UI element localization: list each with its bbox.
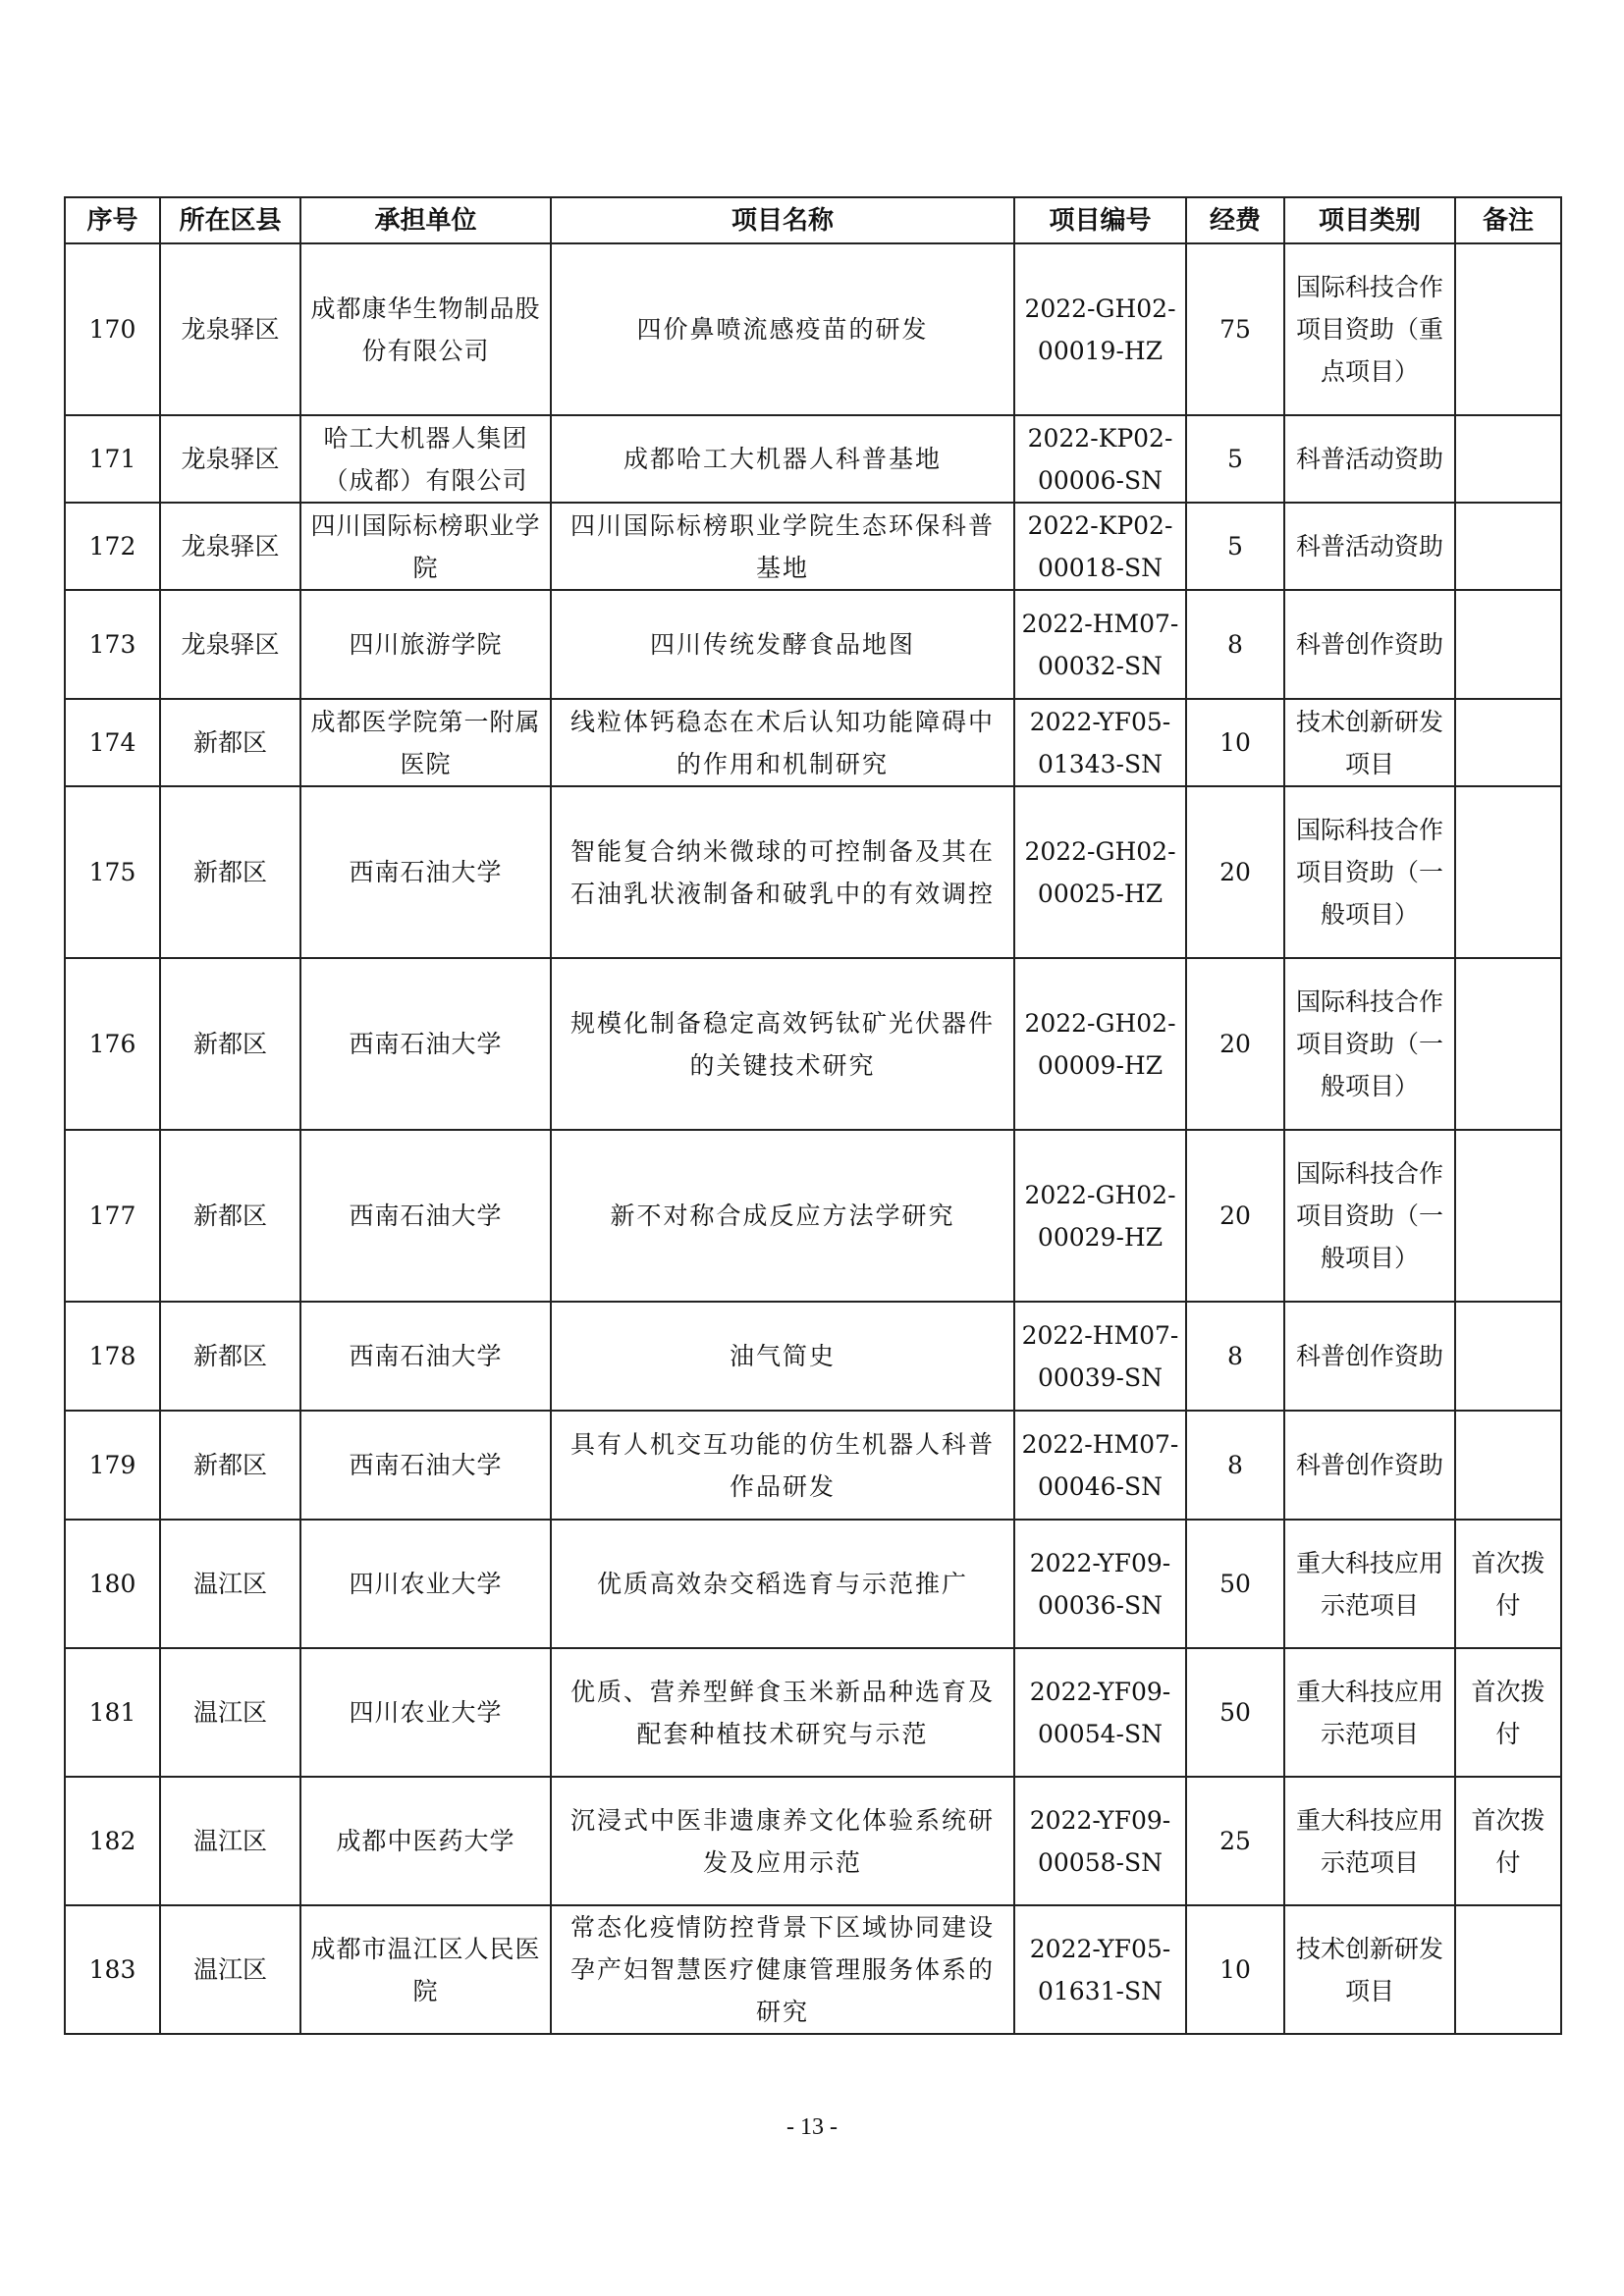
table-row bbox=[65, 1302, 1561, 1411]
cell-unit: 四川旅游学院 bbox=[300, 590, 551, 699]
cell-unit: 四川农业大学 bbox=[300, 1648, 551, 1777]
cell-unit: 成都康华生物制品股份有限公司 bbox=[300, 243, 551, 415]
cell-fund: 50 bbox=[1186, 1520, 1284, 1648]
cell-fund: 75 bbox=[1186, 243, 1284, 415]
cell-district: 新都区 bbox=[160, 958, 300, 1130]
cell-code: 2022-HM07-00039-SN bbox=[1014, 1302, 1186, 1411]
cell-fund: 5 bbox=[1186, 415, 1284, 503]
cell-category: 科普活动资助 bbox=[1284, 415, 1455, 503]
cell-fund: 20 bbox=[1186, 1130, 1284, 1302]
cell-note bbox=[1455, 699, 1561, 786]
cell-category: 国际科技合作项目资助（一般项目） bbox=[1284, 786, 1455, 958]
cell-code: 2022-YF05-01343-SN bbox=[1014, 699, 1186, 786]
header-code: 项目编号 bbox=[1014, 197, 1186, 243]
cell-no: 181 bbox=[65, 1648, 160, 1777]
cell-district: 新都区 bbox=[160, 1411, 300, 1520]
table-row bbox=[65, 958, 1561, 1130]
cell-district: 新都区 bbox=[160, 699, 300, 786]
header-no: 序号 bbox=[65, 197, 160, 243]
table-row bbox=[65, 1520, 1561, 1648]
cell-note bbox=[1455, 243, 1561, 415]
table-row bbox=[65, 1777, 1561, 1905]
cell-project: 四川国际标榜职业学院生态环保科普基地 bbox=[551, 503, 1014, 590]
table-row bbox=[65, 243, 1561, 415]
cell-category: 技术创新研发项目 bbox=[1284, 699, 1455, 786]
cell-project: 四价鼻喷流感疫苗的研发 bbox=[551, 243, 1014, 415]
cell-category: 科普创作资助 bbox=[1284, 1411, 1455, 1520]
header-fund: 经费 bbox=[1186, 197, 1284, 243]
cell-no: 174 bbox=[65, 699, 160, 786]
cell-note bbox=[1455, 958, 1561, 1130]
cell-code: 2022-GH02-00025-HZ bbox=[1014, 786, 1186, 958]
cell-category: 重大科技应用示范项目 bbox=[1284, 1777, 1455, 1905]
cell-fund: 8 bbox=[1186, 1411, 1284, 1520]
cell-unit: 西南石油大学 bbox=[300, 1130, 551, 1302]
cell-code: 2022-HM07-00032-SN bbox=[1014, 590, 1186, 699]
cell-code: 2022-GH02-00029-HZ bbox=[1014, 1130, 1186, 1302]
cell-category: 科普创作资助 bbox=[1284, 1302, 1455, 1411]
table-row bbox=[65, 699, 1561, 786]
table-row bbox=[65, 1648, 1561, 1777]
cell-fund: 10 bbox=[1186, 1905, 1284, 2034]
cell-district: 温江区 bbox=[160, 1520, 300, 1648]
cell-unit: 四川国际标榜职业学院 bbox=[300, 503, 551, 590]
cell-no: 179 bbox=[65, 1411, 160, 1520]
cell-project: 常态化疫情防控背景下区域协同建设孕产妇智慧医疗健康管理服务体系的研究 bbox=[551, 1905, 1014, 2034]
cell-code: 2022-KP02-00006-SN bbox=[1014, 415, 1186, 503]
cell-fund: 5 bbox=[1186, 503, 1284, 590]
table-header-row bbox=[65, 197, 1561, 243]
cell-no: 170 bbox=[65, 243, 160, 415]
header-note: 备注 bbox=[1455, 197, 1561, 243]
cell-note: 首次拨付 bbox=[1455, 1777, 1561, 1905]
cell-district: 新都区 bbox=[160, 1130, 300, 1302]
cell-no: 180 bbox=[65, 1520, 160, 1648]
cell-project: 新不对称合成反应方法学研究 bbox=[551, 1130, 1014, 1302]
cell-no: 178 bbox=[65, 1302, 160, 1411]
cell-unit: 成都中医药大学 bbox=[300, 1777, 551, 1905]
cell-fund: 20 bbox=[1186, 958, 1284, 1130]
cell-project: 优质高效杂交稻选育与示范推广 bbox=[551, 1520, 1014, 1648]
cell-unit: 哈工大机器人集团（成都）有限公司 bbox=[300, 415, 551, 503]
cell-unit: 成都市温江区人民医院 bbox=[300, 1905, 551, 2034]
cell-note bbox=[1455, 415, 1561, 503]
cell-code: 2022-YF09-00054-SN bbox=[1014, 1648, 1186, 1777]
cell-code: 2022-KP02-00018-SN bbox=[1014, 503, 1186, 590]
cell-unit: 西南石油大学 bbox=[300, 1302, 551, 1411]
cell-district: 龙泉驿区 bbox=[160, 590, 300, 699]
cell-unit: 西南石油大学 bbox=[300, 958, 551, 1130]
page-number: - 13 - bbox=[786, 2114, 838, 2140]
cell-no: 183 bbox=[65, 1905, 160, 2034]
cell-district: 新都区 bbox=[160, 786, 300, 958]
cell-project: 成都哈工大机器人科普基地 bbox=[551, 415, 1014, 503]
cell-unit: 西南石油大学 bbox=[300, 786, 551, 958]
cell-no: 175 bbox=[65, 786, 160, 958]
cell-note bbox=[1455, 1302, 1561, 1411]
cell-no: 182 bbox=[65, 1777, 160, 1905]
cell-category: 国际科技合作项目资助（重点项目） bbox=[1284, 243, 1455, 415]
cell-category: 重大科技应用示范项目 bbox=[1284, 1520, 1455, 1648]
cell-district: 龙泉驿区 bbox=[160, 243, 300, 415]
cell-unit: 四川农业大学 bbox=[300, 1520, 551, 1648]
cell-code: 2022-YF05-01631-SN bbox=[1014, 1905, 1186, 2034]
table-row bbox=[65, 590, 1561, 699]
cell-fund: 20 bbox=[1186, 786, 1284, 958]
cell-district: 龙泉驿区 bbox=[160, 503, 300, 590]
cell-category: 国际科技合作项目资助（一般项目） bbox=[1284, 1130, 1455, 1302]
cell-district: 温江区 bbox=[160, 1905, 300, 2034]
cell-no: 176 bbox=[65, 958, 160, 1130]
cell-fund: 10 bbox=[1186, 699, 1284, 786]
table-row bbox=[65, 1130, 1561, 1302]
cell-no: 172 bbox=[65, 503, 160, 590]
cell-project: 优质、营养型鲜食玉米新品种选育及配套种植技术研究与示范 bbox=[551, 1648, 1014, 1777]
cell-code: 2022-YF09-00058-SN bbox=[1014, 1777, 1186, 1905]
cell-code: 2022-GH02-00019-HZ bbox=[1014, 243, 1186, 415]
cell-project: 具有人机交互功能的仿生机器人科普作品研发 bbox=[551, 1411, 1014, 1520]
cell-category: 科普创作资助 bbox=[1284, 590, 1455, 699]
cell-note: 首次拨付 bbox=[1455, 1648, 1561, 1777]
table-row bbox=[65, 415, 1561, 503]
cell-project: 沉浸式中医非遗康养文化体验系统研发及应用示范 bbox=[551, 1777, 1014, 1905]
cell-unit: 西南石油大学 bbox=[300, 1411, 551, 1520]
cell-unit: 成都医学院第一附属医院 bbox=[300, 699, 551, 786]
cell-district: 龙泉驿区 bbox=[160, 415, 300, 503]
header-unit: 承担单位 bbox=[300, 197, 551, 243]
table-row bbox=[65, 1905, 1561, 2034]
table-row bbox=[65, 786, 1561, 958]
cell-no: 173 bbox=[65, 590, 160, 699]
cell-district: 温江区 bbox=[160, 1777, 300, 1905]
table-row bbox=[65, 503, 1561, 590]
header-project: 项目名称 bbox=[551, 197, 1014, 243]
cell-note bbox=[1455, 1905, 1561, 2034]
cell-category: 科普活动资助 bbox=[1284, 503, 1455, 590]
cell-category: 国际科技合作项目资助（一般项目） bbox=[1284, 958, 1455, 1130]
cell-note bbox=[1455, 786, 1561, 958]
cell-fund: 25 bbox=[1186, 1777, 1284, 1905]
cell-project: 智能复合纳米微球的可控制备及其在石油乳状液制备和破乳中的有效调控 bbox=[551, 786, 1014, 958]
table-row bbox=[65, 1411, 1561, 1520]
project-table bbox=[64, 196, 1562, 2035]
cell-note: 首次拨付 bbox=[1455, 1520, 1561, 1648]
cell-no: 171 bbox=[65, 415, 160, 503]
cell-district: 温江区 bbox=[160, 1648, 300, 1777]
cell-project: 油气简史 bbox=[551, 1302, 1014, 1411]
cell-no: 177 bbox=[65, 1130, 160, 1302]
cell-fund: 8 bbox=[1186, 1302, 1284, 1411]
cell-district: 新都区 bbox=[160, 1302, 300, 1411]
cell-note bbox=[1455, 1130, 1561, 1302]
cell-fund: 50 bbox=[1186, 1648, 1284, 1777]
cell-project: 规模化制备稳定高效钙钛矿光伏器件的关键技术研究 bbox=[551, 958, 1014, 1130]
cell-project: 四川传统发酵食品地图 bbox=[551, 590, 1014, 699]
cell-note bbox=[1455, 590, 1561, 699]
cell-code: 2022-YF09-00036-SN bbox=[1014, 1520, 1186, 1648]
cell-project: 线粒体钙稳态在术后认知功能障碍中的作用和机制研究 bbox=[551, 699, 1014, 786]
cell-fund: 8 bbox=[1186, 590, 1284, 699]
cell-category: 技术创新研发项目 bbox=[1284, 1905, 1455, 2034]
header-district: 所在区县 bbox=[160, 197, 300, 243]
cell-note bbox=[1455, 503, 1561, 590]
cell-code: 2022-HM07-00046-SN bbox=[1014, 1411, 1186, 1520]
cell-code: 2022-GH02-00009-HZ bbox=[1014, 958, 1186, 1130]
header-category: 项目类别 bbox=[1284, 197, 1455, 243]
cell-note bbox=[1455, 1411, 1561, 1520]
cell-category: 重大科技应用示范项目 bbox=[1284, 1648, 1455, 1777]
